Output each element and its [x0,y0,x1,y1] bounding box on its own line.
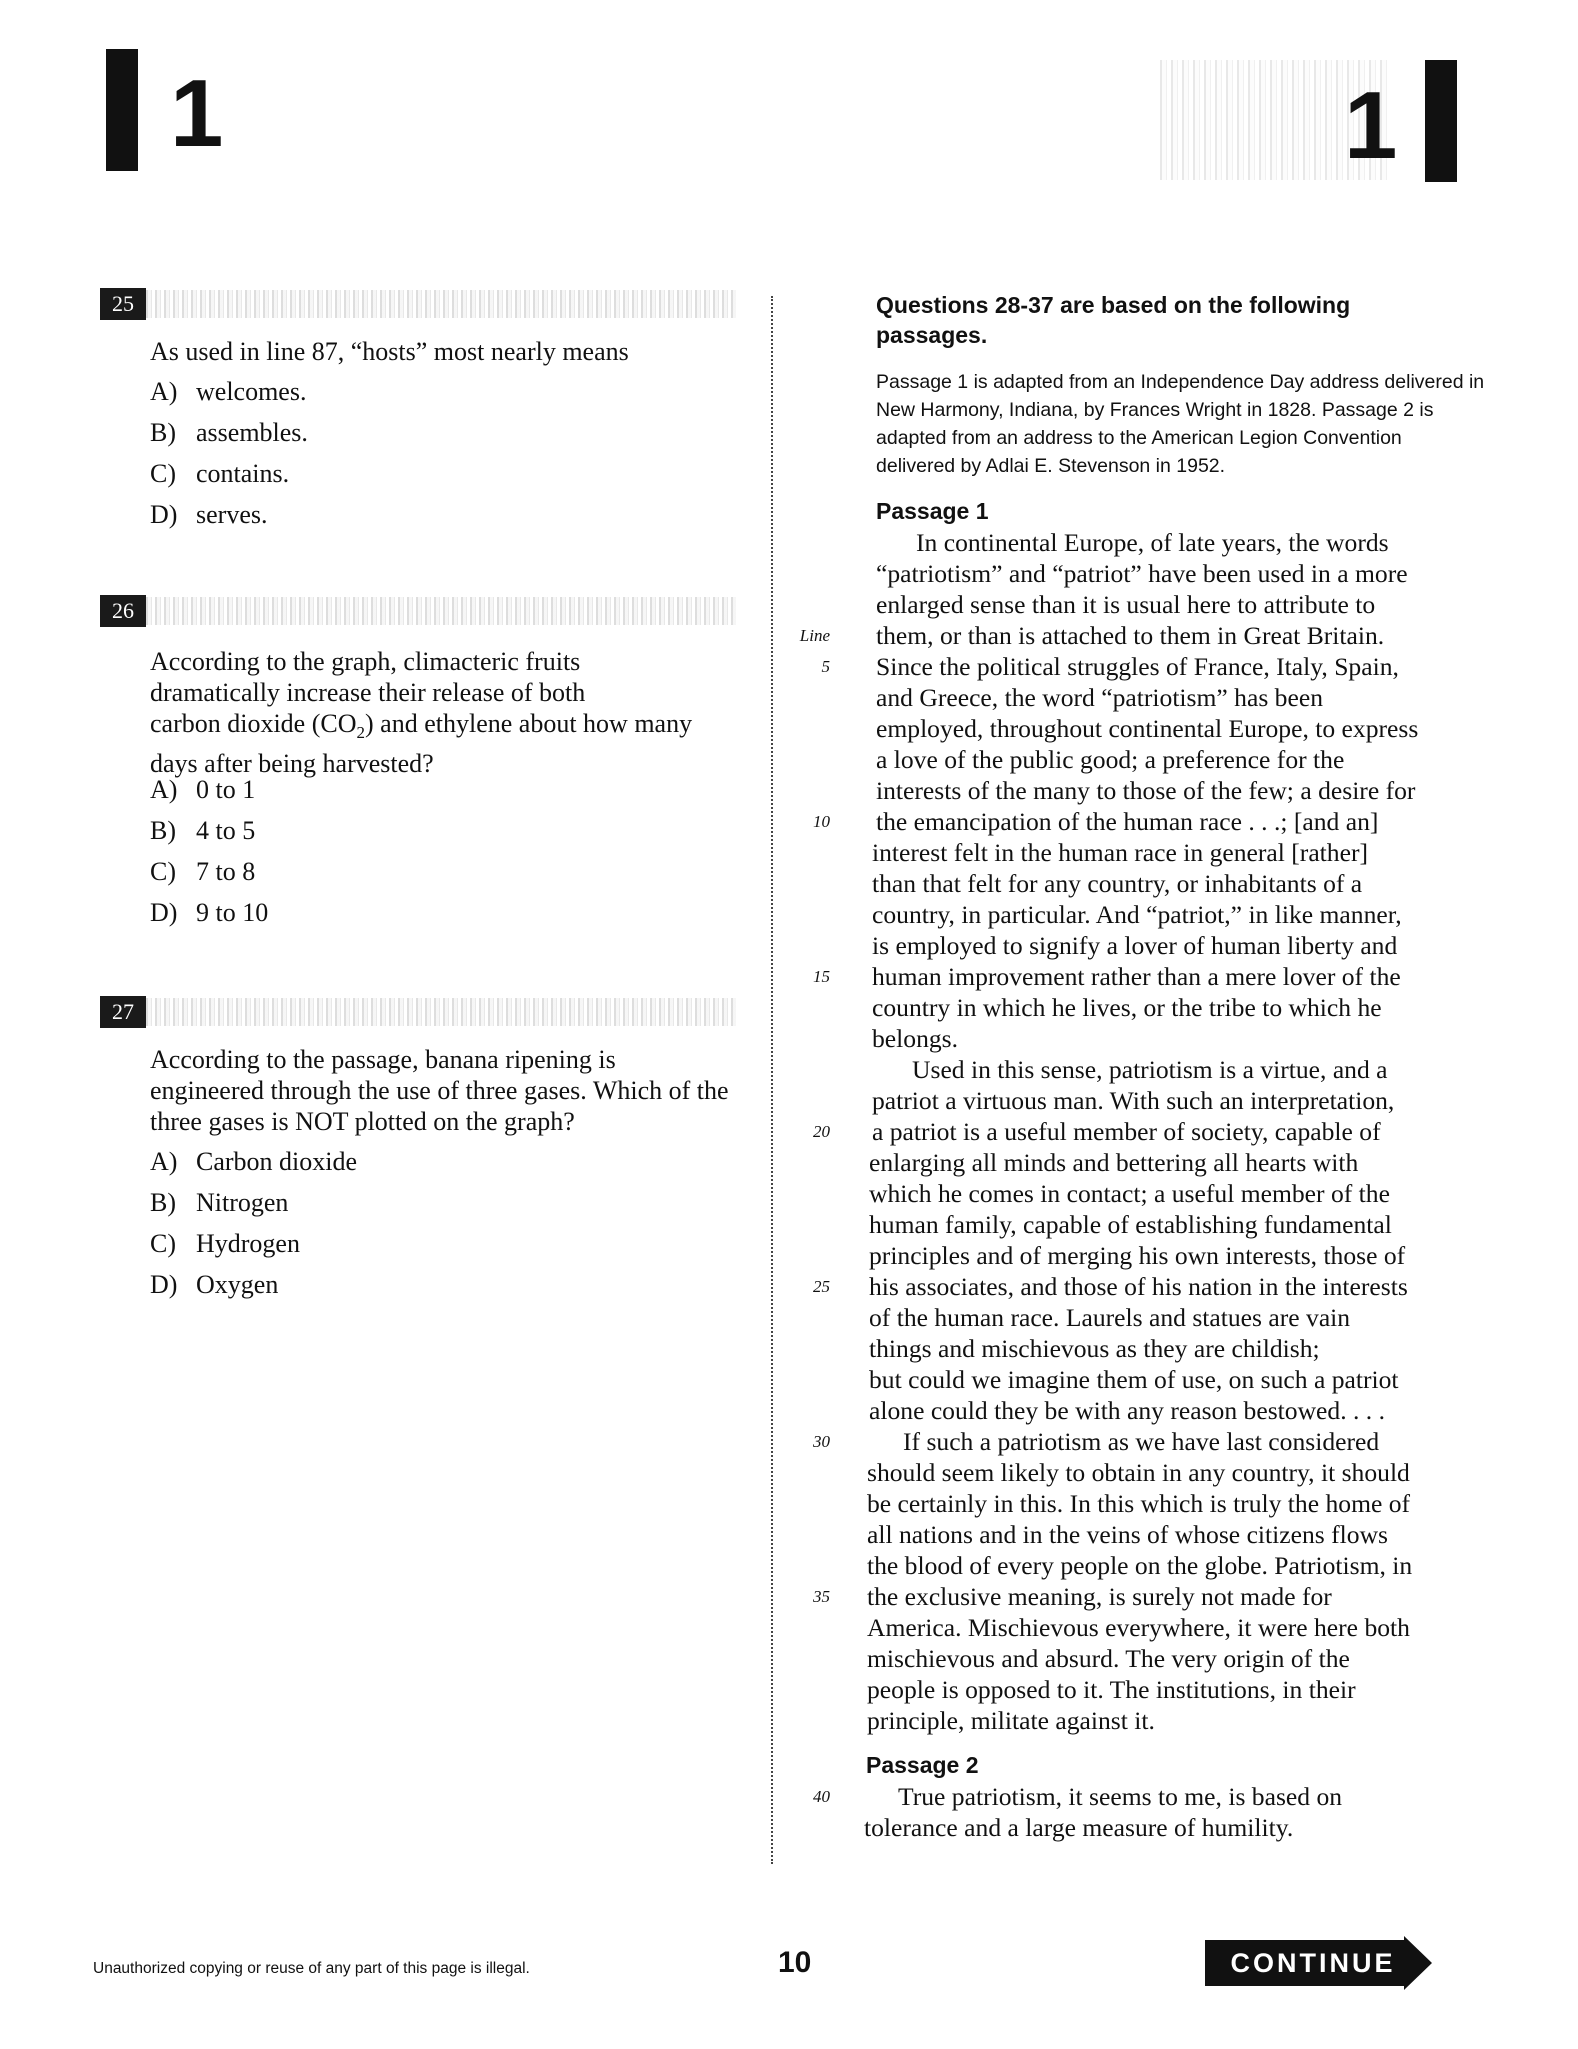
passage-line: which he comes in contact; a useful member of the [869,1179,1390,1208]
line-number: 35 [813,1587,830,1606]
question-header-27 [100,996,736,1028]
passage-line: belongs. [872,1024,959,1053]
passage-line: interest felt in the human race in general [rather] [872,838,1368,867]
question-strip [146,597,736,625]
passage-line: but could we imagine them of use, on such a patriot [869,1365,1399,1394]
question-header-26 [100,595,736,627]
passage-line: should seem likely to obtain in any country, it should [867,1458,1410,1487]
passage-line: human improvement rather than a mere lover of the [872,962,1401,991]
line-number: 15 [813,967,830,986]
passage-line: his associates, and those of his nation in the interests [869,1272,1408,1301]
passage-line: be certainly in this. In this which is truly the home of [867,1489,1411,1518]
passage-line: country in which he lives, or the tribe to which he [872,993,1382,1022]
passage-line: employed, throughout continental Europe, to express [876,714,1419,743]
answer-choice-d[interactable]: D) 9 to 10 [150,898,269,927]
question-prompt: As used in line 87, “hosts” most nearly means [150,337,629,366]
passage-line: is employed to signify a lover of human liberty and [872,931,1398,960]
passage-line: and Greece, the word “patriotism” has been [876,683,1323,712]
page-number: 10 [778,1946,812,1979]
answer-choice-b[interactable]: B) assembles. [150,418,308,447]
passage-line: things and mischievous as they are childish; [869,1334,1320,1363]
column-divider [771,296,773,1864]
passage-2-label: Passage 2 [866,1752,979,1778]
passage-line: of the human race. Laurels and statues are vain [869,1303,1351,1332]
passage-line: a love of the public good; a preference for the [876,745,1345,774]
answer-choice-a[interactable]: A) Carbon dioxide [150,1147,358,1176]
line-number: 40 [813,1787,830,1806]
continue-label: CONTINUE [1230,1948,1396,1978]
header-bar-right [1425,60,1457,182]
answer-choice-c[interactable]: C) Hydrogen [150,1229,300,1258]
question-strip [146,998,736,1026]
answer-choice-c[interactable]: C) contains. [150,459,290,488]
continue-button[interactable] [1205,1936,1435,1990]
passage-line: country, in particular. And “patriot,” in like manner, [872,900,1402,929]
answer-choice-a[interactable]: A) welcomes. [150,377,307,406]
question-prompt: According to the graph, climacteric fruits dramatically increase their release of both carbon dioxide $(CO_2)$ and ethylene about how many days after being harvested? [150,647,693,779]
passage-line: the emancipation of the human race . . .; [and an] [876,807,1379,836]
passage-line: alone could they be with any reason bestowed. . . . [869,1396,1385,1425]
question-strip [146,290,736,318]
passage-line: a patriot is a useful member of society, capable of [872,1117,1381,1146]
passage-line: tolerance and a large measure of humility. [864,1813,1294,1842]
passage-line: human family, capable of establishing fundamental [869,1210,1392,1239]
header-bar-left [106,49,138,171]
answer-choice-a[interactable]: A) 0 to 1 [150,775,256,804]
section-number-right: 1 [1344,72,1398,179]
passage-line: In continental Europe, of late years, the words [916,528,1389,557]
passage-line: True patriotism, it seems to me, is based on [898,1782,1343,1811]
passage-line: enlarging all minds and bettering all hearts with [869,1148,1359,1177]
passage-line: If such a patriotism as we have last considered [903,1427,1380,1456]
question-number: 25 [100,288,146,320]
section-number-left: 1 [170,60,224,167]
passage-line: mischievous and absurd. The very origin of the [867,1644,1350,1673]
passage-line: the exclusive meaning, is surely not made for [867,1582,1332,1611]
passages-heading: Questions 28-37 are based on the following passages. [876,292,1351,348]
passage-line: them, or than is attached to them in Great Britain. [876,621,1385,650]
passage-line: “patriotism” and “patriot” have been used in a more [876,559,1408,588]
passage-line: principles and of merging his own interests, those of [869,1241,1406,1270]
passage-line: the blood of every people on the globe. Patriotism, in [867,1551,1413,1580]
answer-choices [150,1146,710,1310]
question-number: 27 [100,996,146,1028]
line-label: Line [799,626,830,645]
answer-choice-d[interactable]: D) serves. [150,500,268,529]
passage-line: enlarged sense than it is usual here to attribute to [876,590,1376,619]
passage-line: patriot a virtuous man. With such an interpretation, [872,1086,1395,1115]
answer-choices [150,376,710,540]
answer-choice-c[interactable]: C) 7 to 8 [150,857,256,886]
line-number: 30 [813,1432,830,1451]
passage-1-label: Passage 1 [876,498,989,524]
passage-line: America. Mischievous everywhere, it were here both [867,1613,1410,1642]
passage-line: all nations and in the veins of whose citizens flows [867,1520,1389,1549]
passages-intro: Passage 1 is adapted from an Independence Day address delivered in New Harmony, Indiana, by Frances Wright in 1828. Passage 2 is adapted from an address to the American Legion Convention delivered by Adlai E. Stevenson in 1952. [876,371,1485,477]
passage-line: than that felt for any country, or inhabitants of a [872,869,1363,898]
question-prompt: According to the passage, banana ripening is engineered through the use of three gases. Which of the three gases is NOT plotted on the graph? [150,1045,729,1136]
copyright-notice: Unauthorized copying or reuse of any part of this page is illegal. [93,1960,530,1977]
passage-line: interests of the many to those of the few; a desire for [876,776,1416,805]
answer-choice-b[interactable]: B) Nitrogen [150,1188,289,1217]
line-number: 25 [813,1277,830,1296]
question-number: 26 [100,595,146,627]
passage-line: people is opposed to it. The institutions, in their [867,1675,1356,1704]
question-header-25 [100,288,736,320]
answer-choice-b[interactable]: B) 4 to 5 [150,816,256,845]
passage-line: Used in this sense, patriotism is a virtue, and a [912,1055,1388,1084]
line-number: 5 [821,657,830,676]
passage-line: Since the political struggles of France, Italy, Spain, [876,652,1399,681]
answer-choices [150,774,710,938]
passage-line: principle, militate against it. [867,1706,1155,1735]
line-number: 20 [813,1122,830,1141]
answer-choice-d[interactable]: D) Oxygen [150,1270,279,1299]
line-number: 10 [813,812,830,831]
